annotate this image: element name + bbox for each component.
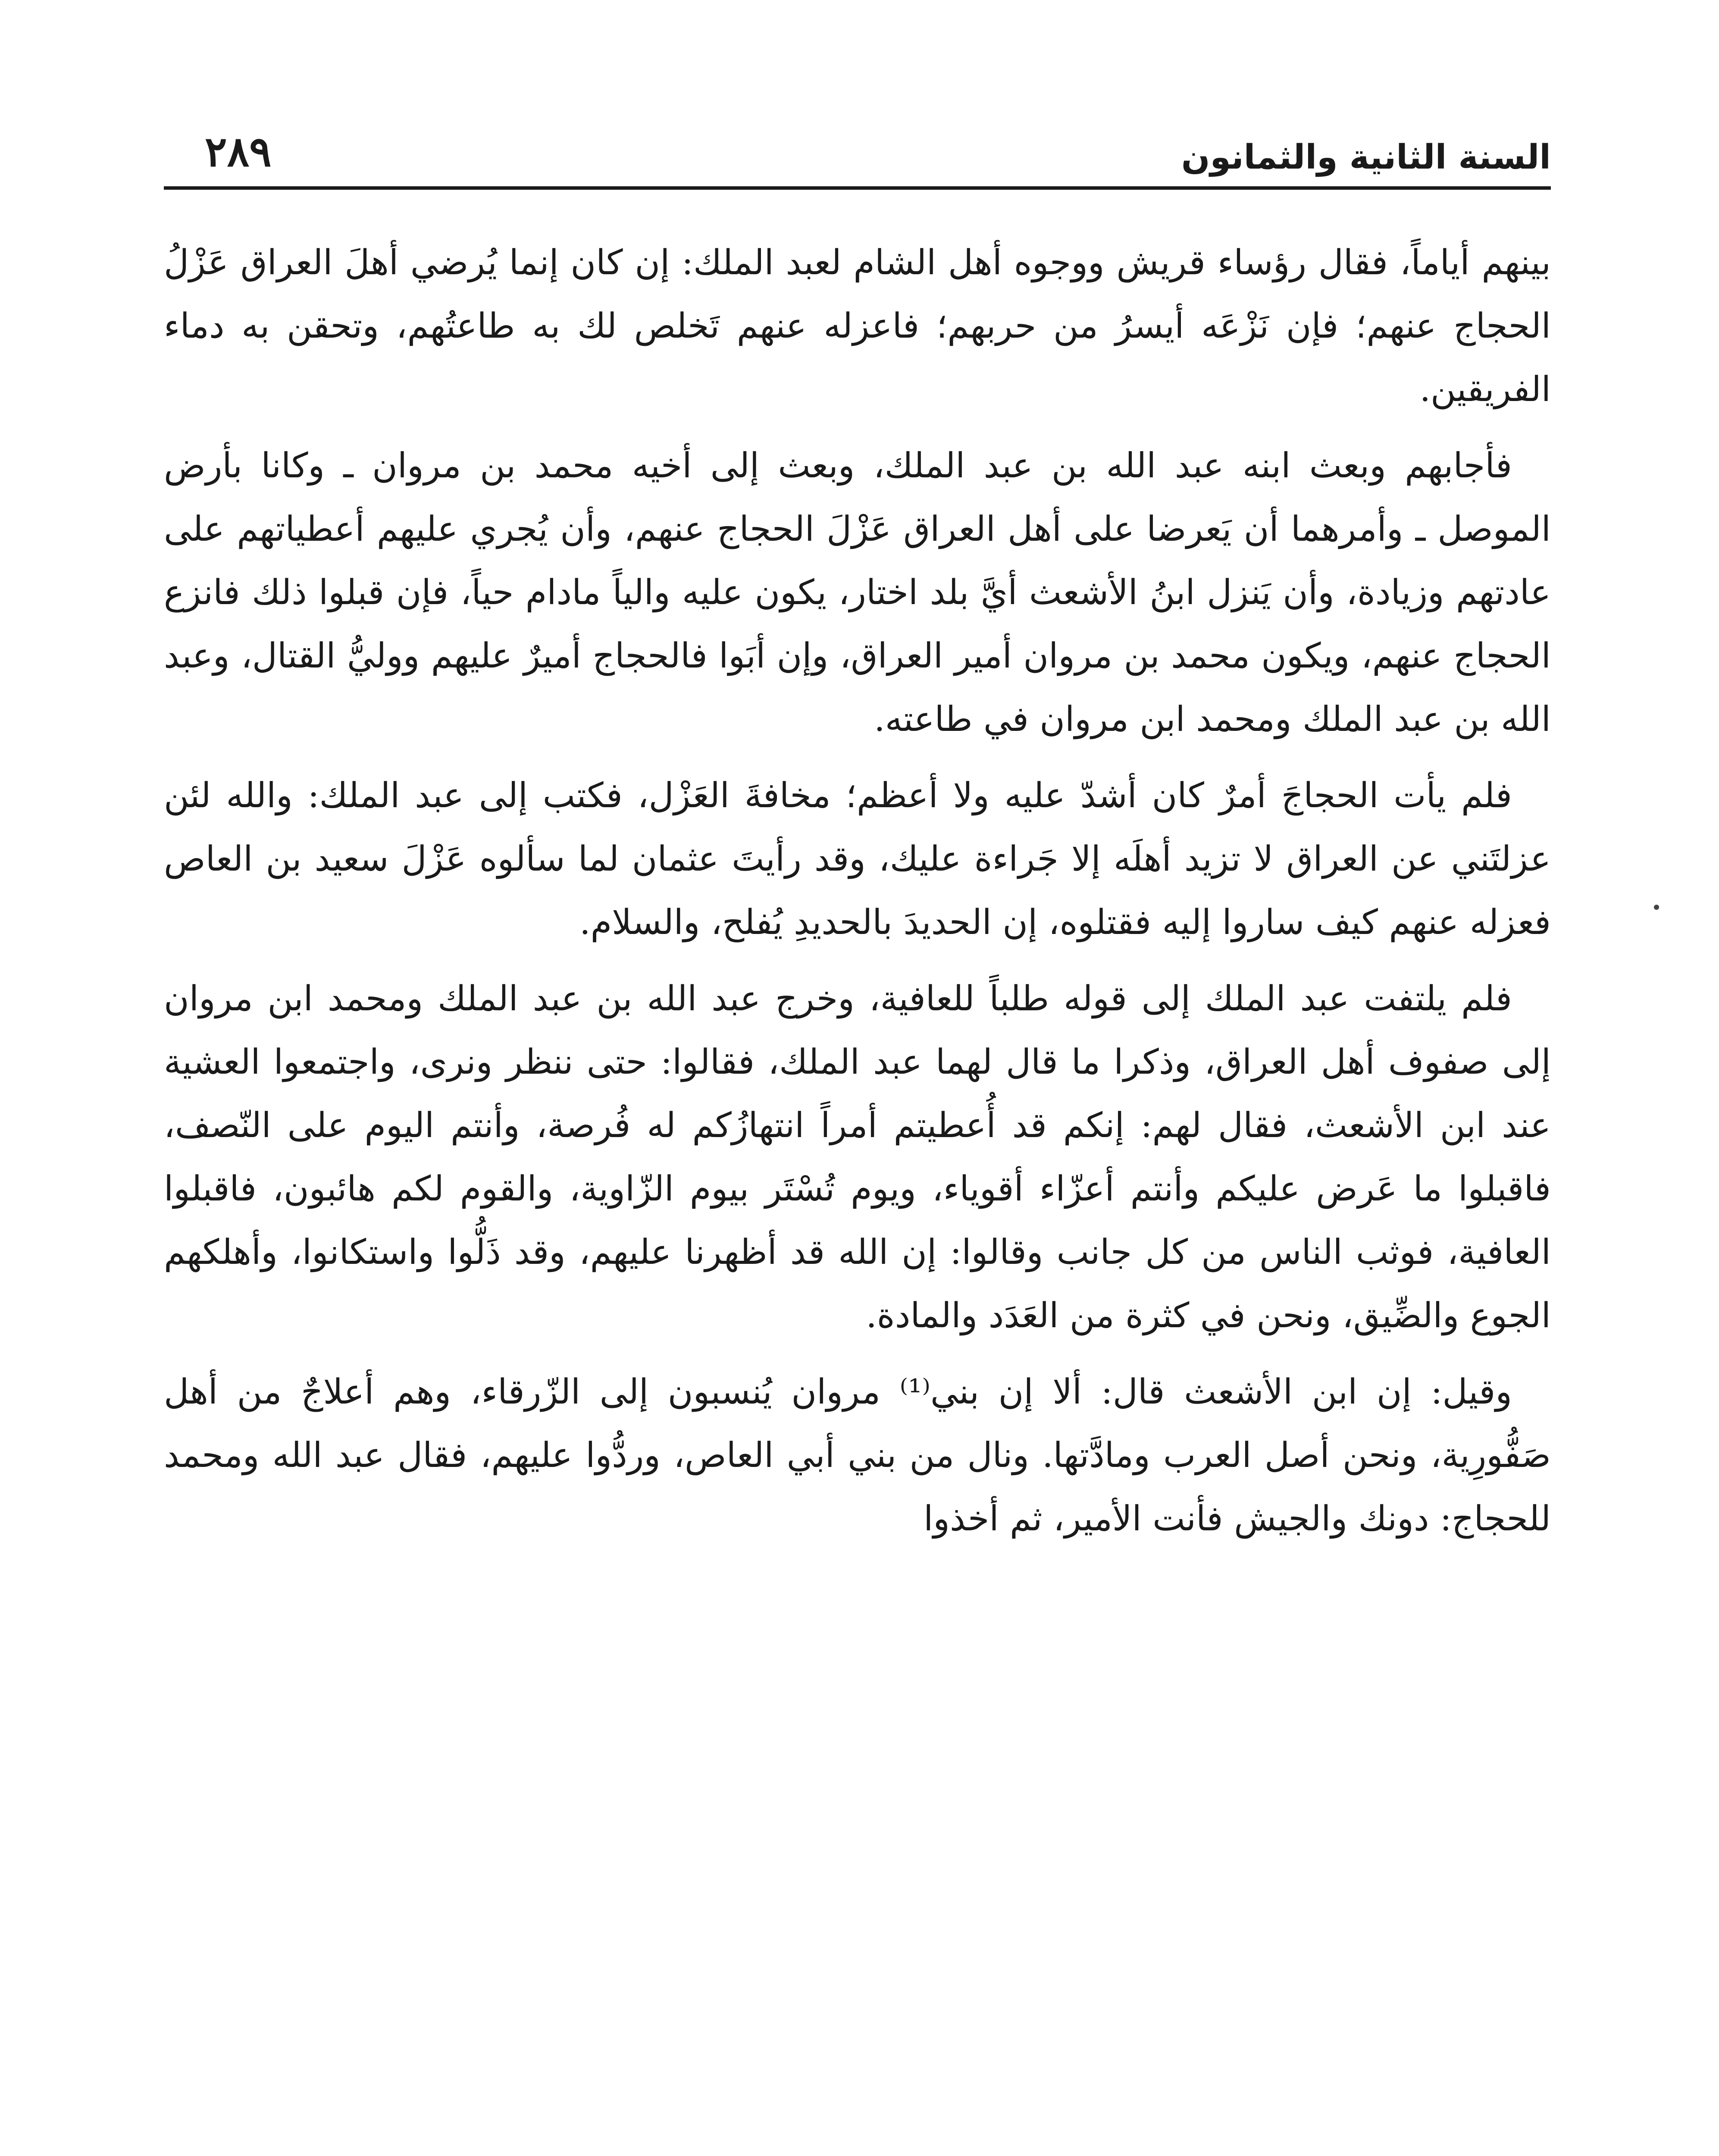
- page-number: ٢٨٩: [205, 127, 272, 176]
- paragraph-2: فأجابهم وبعث ابنه عبد الله بن عبد الملك، وبعث إلى أخيه محمد بن مروان ـ وكانا بأرض الموصل ـ وأمرهما أن يَعرضا على أهل العراق عَزْلَ الحجاج عنهم، وأن يُجري عليهم أعطياتهم على عادتهم وزيادة، وأن يَنزل ابنُ الأشعث أيَّ بلد اختار، يكون عليه والياً مادام حياً، فإن قبلوا ذلك فانزع الحجاج عنهم، ويكون محمد بن مروان أمير العراق، وإن أبَوا فالحجاج أميرٌ عليهم ووليُّ القتال، وعبد الله بن عبد الملك ومحمد ابن مروان في طاعته.: [164, 445, 1551, 739]
- running-header: [164, 108, 1551, 190]
- paragraph-1: بينهم أياماً، فقال رؤساء قريش ووجوه أهل الشام لعبد الملك: إن كان إنما يُرضي أهلَ العراق عَزْلُ الحجاج عنهم؛ فإن نَزْعَه أيسرُ من حربهم؛ فاعزله عنهم تَخلص لك به طاعتُهم، وتحقن به دماء الفريقين.: [164, 242, 1551, 409]
- running-title: السنة الثانية والثمانون: [1181, 138, 1551, 177]
- header-rule: [164, 186, 1551, 190]
- paragraph-4: فلم يلتفت عبد الملك إلى قوله طلباً للعافية، وخرج عبد الله بن عبد الملك ومحمد ابن مروان إلى صفوف أهل العراق، وذكرا ما قال لهما عبد الملك، فقالوا: حتى ننظر ونرى، واجتمعوا العشية عند ابن الأشعث، فقال لهم: إنكم قد أُعطيتم أمراً انتهازُكم له فُرصة، وأنتم اليوم على النّصف، فاقبلوا ما عَرض عليكم وأنتم أعزّاء أقوياء، ويوم تُسْتَر بيوم الزّاوية، والقوم لكم هائبون، فاقبلوا العافية، فوثب الناس من كل جانب وقالوا: إن الله قد أظهرنا عليهم، وقد ذَلُّوا واستكانوا، وأهلكهم الجوع والضِّيق، ونحن في كثرة من العَدَد والمادة.: [164, 978, 1551, 1335]
- paragraph-3: فلم يأت الحجاجَ أمرٌ كان أشدّ عليه ولا أعظم؛ مخافةَ العَزْل، فكتب إلى عبد الملك: والله لئن عزلتَني عن العراق لا تزيد أهلَه إلا جَراءة عليك، وقد رأيتَ عثمان لما سألوه عَزْلَ سعيد بن العاص فعزله عنهم كيف ساروا إليه فقتلوه، إن الحديدَ بالحديدِ يُفلح، والسلام.: [164, 775, 1551, 942]
- body-text: [164, 231, 1551, 1563]
- scan-speck: [1654, 905, 1659, 910]
- paragraph-5: وقيل: إن ابن الأشعث قال: ألا إن بني⁽¹⁾ مروان يُنسبون إلى الزّرقاء، وهم أعلاجٌ من أهل صَفُّورِية، ونحن أصل العرب ومادَّتها. ونال من بني أبي العاص، وردُّوا عليهم، فقال عبد الله ومحمد للحجاج: دونك والجيش فأنت الأمير، ثم أخذوا: [164, 1372, 1551, 1539]
